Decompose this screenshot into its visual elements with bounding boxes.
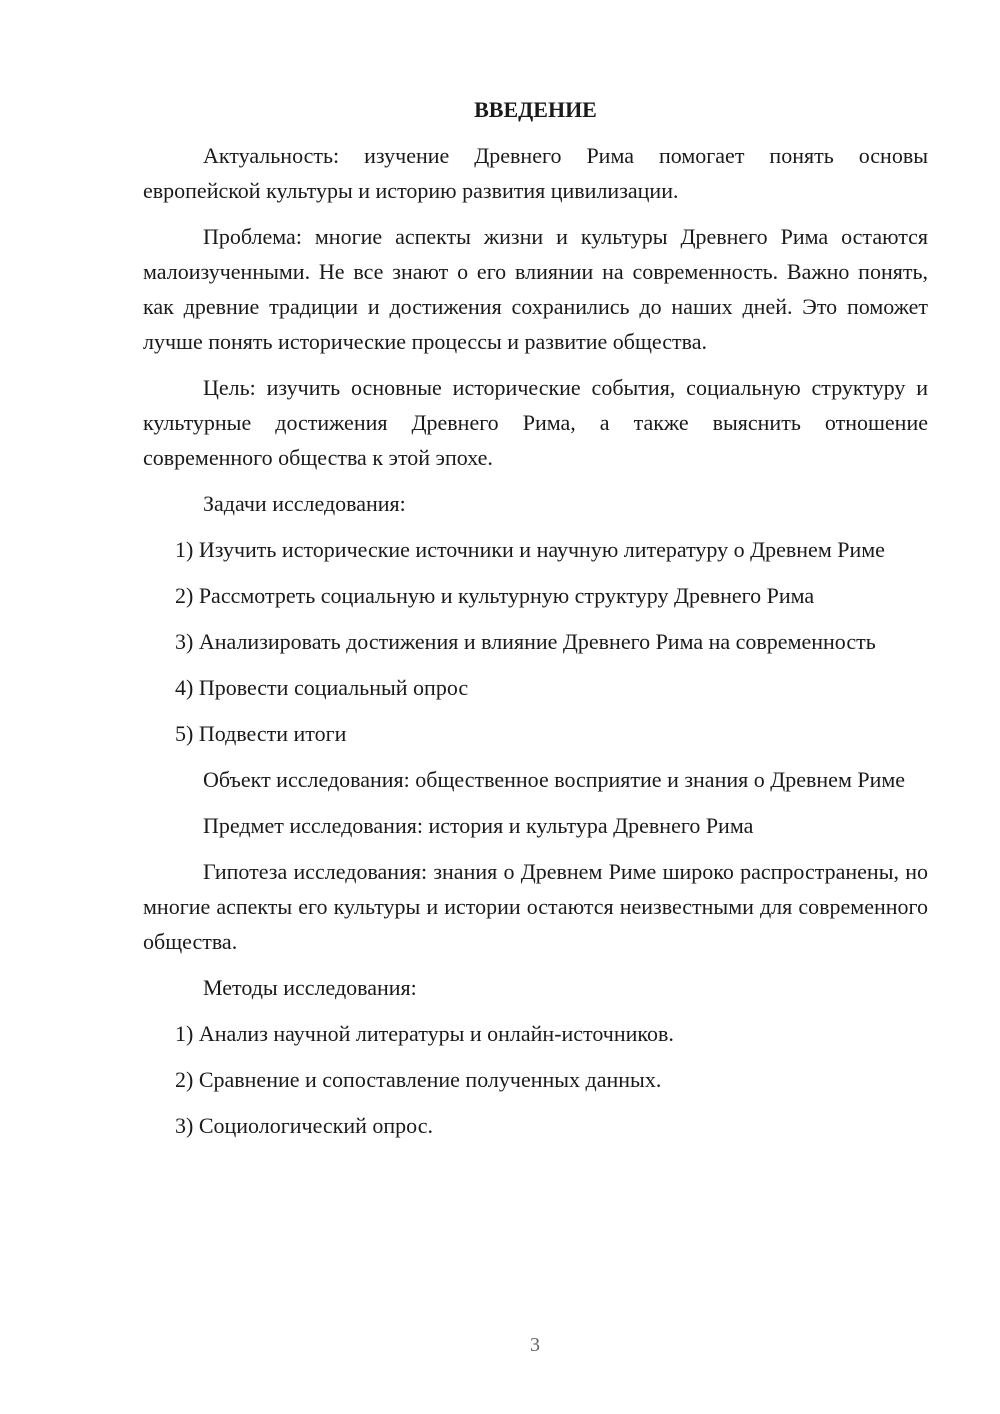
method-item-2: 2) Сравнение и сопоставление полученных данных. xyxy=(175,1067,662,1092)
goal-paragraph: Цель: изучить основные исторические события, социальную структуру и культурные достижения Древнего Рима, а также выяснить отношение современного общества к этой эпохе. xyxy=(143,375,928,470)
object-paragraph: Объект исследования: общественное восприятие и знания о Древнем Риме xyxy=(203,767,906,792)
page-number: 3 xyxy=(530,1334,540,1356)
problem-paragraph: Проблема: многие аспекты жизни и культуры Древнего Рима остаются малоизученными. Не все знают о его влиянии на современность. Важно понять, как древние традиции и достижения сохранились до наших дней. Это поможет лучше понять исторические процессы и развитие общества. xyxy=(143,224,928,354)
task-item-1: 1) Изучить исторические источники и научную литературу о Древнем Риме xyxy=(175,537,885,562)
method-item-1: 1) Анализ научной литературы и онлайн-источников. xyxy=(175,1021,674,1046)
task-item-4: 4) Провести социальный опрос xyxy=(175,675,469,700)
method-item-3: 3) Социологический опрос. xyxy=(175,1113,433,1138)
methods-heading: Методы исследования: xyxy=(203,975,417,1000)
tasks-heading: Задачи исследования: xyxy=(203,491,406,516)
page-title: ВВЕДЕНИЕ xyxy=(474,97,597,122)
subject-paragraph: Предмет исследования: история и культура Древнего Рима xyxy=(203,813,754,838)
hypothesis-paragraph: Гипотеза исследования: знания о Древнем Риме широко распространены, но многие аспекты его культуры и истории остаются неизвестными для современного общества. xyxy=(143,859,928,954)
page-content xyxy=(143,92,928,1154)
task-item-2: 2) Рассмотреть социальную и культурную структуру Древнего Рима xyxy=(175,583,815,608)
actuality-paragraph: Актуальность: изучение Древнего Рима помогает понять основы европейской культуры и историю развития цивилизации. xyxy=(143,143,928,203)
task-item-3: 3) Анализировать достижения и влияние Древнего Рима на современность xyxy=(175,629,876,654)
task-item-5: 5) Подвести итоги xyxy=(175,721,347,746)
